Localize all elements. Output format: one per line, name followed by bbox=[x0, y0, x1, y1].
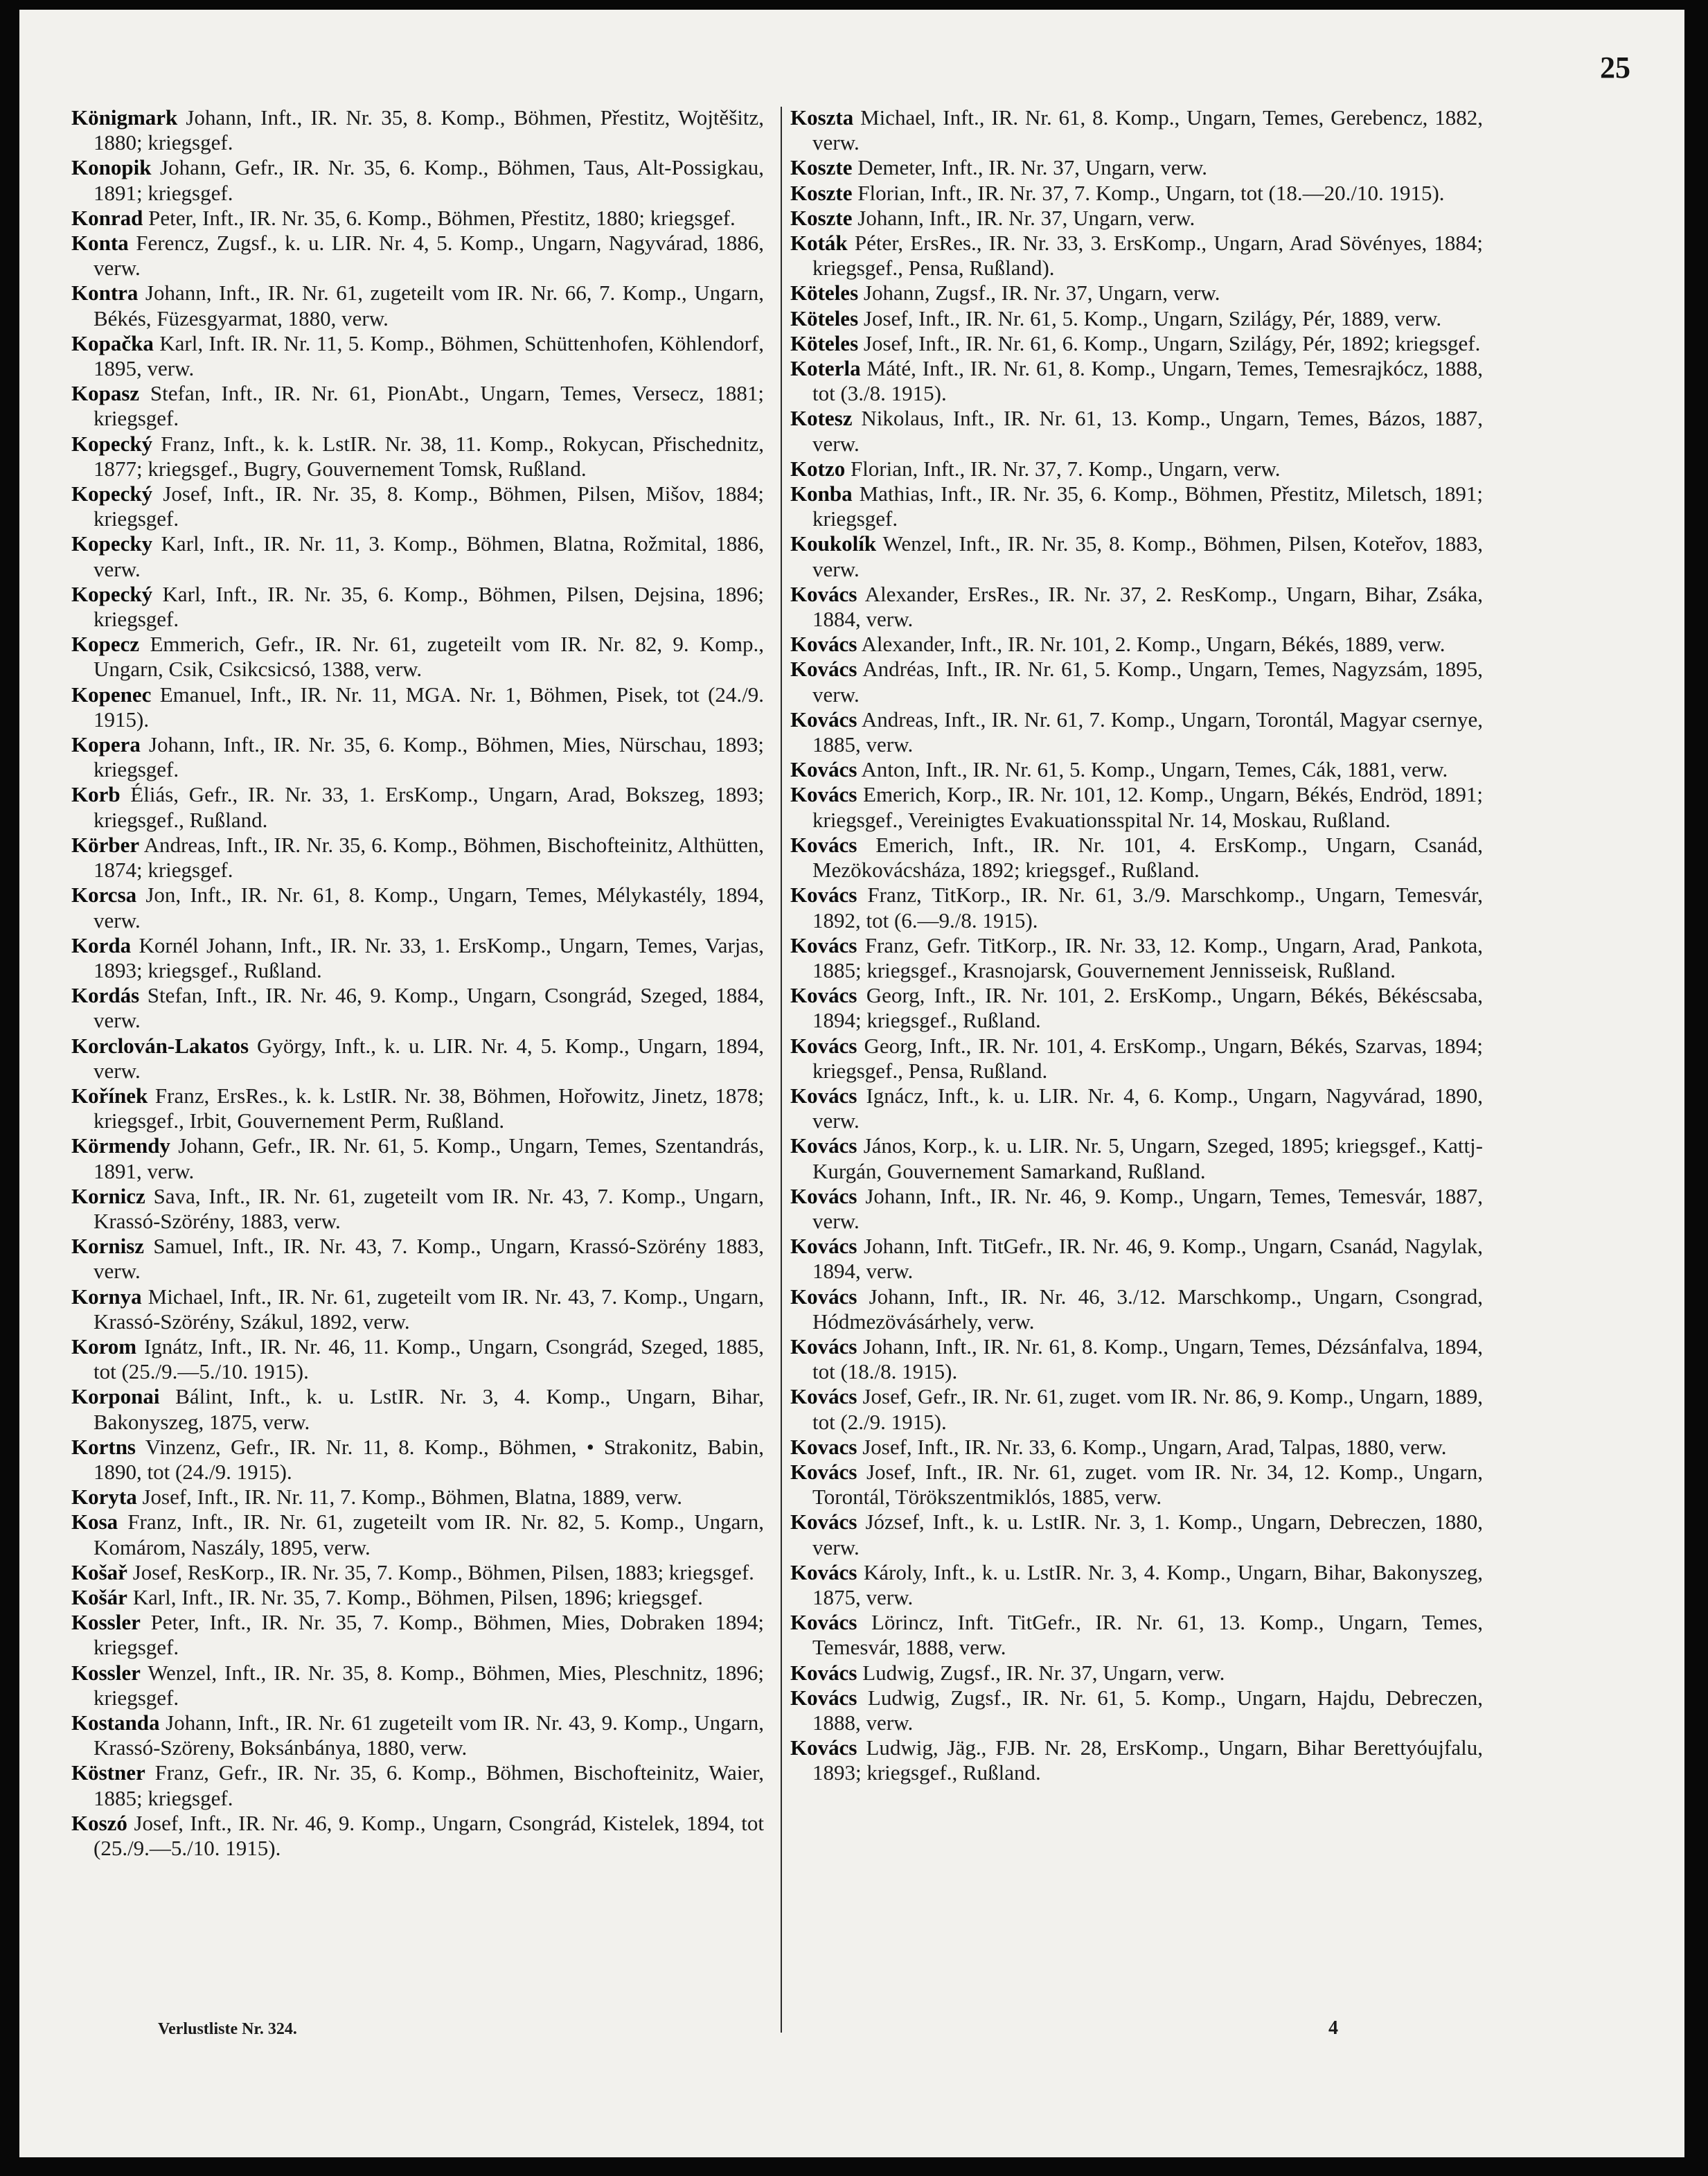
entry-surname: Koszte bbox=[790, 155, 853, 180]
entry-details: Josef, Inft., IR. Nr. 35, 8. Komp., Böhmen, Pilsen, Mišov, 1884; kriegsgef. bbox=[94, 481, 764, 531]
entry-surname: Kovács bbox=[790, 883, 857, 908]
entry-details: Johann, Inft., IR. Nr. 46, 9. Komp., Ungarn, Temes, Temesvár, 1887, verw. bbox=[812, 1183, 1483, 1233]
entry-details: Károly, Inft., k. u. LstIR. Nr. 3, 4. Komp., Ungarn, Bihar, Bakonyszeg, 1875, verw. bbox=[812, 1559, 1483, 1609]
entry-surname: Kovács bbox=[790, 1735, 857, 1760]
casualty-entry bbox=[790, 1610, 1483, 1660]
casualty-entry bbox=[71, 281, 764, 330]
entry-surname: Kořínek bbox=[71, 1083, 148, 1108]
entry-details: Josef, Inft., IR. Nr. 46, 9. Komp., Ungarn, Csongrád, Kistelek, 1894, tot (25./9.—5./10. 1915). bbox=[94, 1810, 764, 1861]
entry-surname: Kopera bbox=[71, 732, 141, 757]
entry-surname: Kovács bbox=[790, 1033, 857, 1058]
entry-details: György, Inft., k. u. LIR. Nr. 4, 5. Komp., Ungarn, 1894, verw. bbox=[94, 1033, 764, 1083]
entry-details: Johann, Inft., IR. Nr. 46, 3./12. Marschkomp., Ungarn, Csongrad, Hódmezövásárhely, verw. bbox=[812, 1284, 1483, 1334]
casualty-entry bbox=[790, 1284, 1483, 1334]
entry-details: Bálint, Inft., k. u. LstIR. Nr. 3, 4. Komp., Ungarn, Bihar, Bakonyszeg, 1875, verw. bbox=[94, 1384, 764, 1434]
entry-surname: Kovács bbox=[790, 757, 857, 782]
casualty-entry bbox=[71, 1334, 764, 1384]
entry-surname: Kovács bbox=[790, 1234, 857, 1259]
casualty-entry bbox=[71, 1284, 764, 1334]
entry-details: Vinzenz, Gefr., IR. Nr. 11, 8. Komp., Böhmen, • Strakonitz, Babin, 1890, tot (24./9. 1915). bbox=[94, 1434, 764, 1484]
left-column bbox=[71, 105, 764, 1861]
entry-surname: Kovács bbox=[790, 832, 857, 857]
casualty-entry bbox=[790, 983, 1483, 1033]
entry-details: Mathias, Inft., IR. Nr. 35, 6. Komp., Böhmen, Přestitz, Miletsch, 1891; kriegsgef. bbox=[812, 481, 1483, 531]
entry-surname: Kopasz bbox=[71, 381, 140, 406]
entry-surname: Kopecky bbox=[71, 531, 153, 556]
casualty-entry bbox=[71, 1485, 764, 1510]
entry-surname: Konrad bbox=[71, 205, 143, 230]
entry-surname: Košař bbox=[71, 1559, 127, 1584]
casualty-entry bbox=[71, 582, 764, 632]
entry-details: Anton, Inft., IR. Nr. 61, 5. Komp., Ungarn, Temes, Cák, 1881, verw. bbox=[857, 757, 1448, 782]
entry-surname: Košár bbox=[71, 1584, 127, 1609]
entry-details: Peter, Inft., IR. Nr. 35, 7. Komp., Böhmen, Mies, Dobraken 1894; kriegsgef. bbox=[94, 1610, 764, 1660]
document-page bbox=[19, 10, 1684, 2157]
entry-details: Michael, Inft., IR. Nr. 61, 8. Komp., Ungarn, Temes, Gerebencz, 1882, verw. bbox=[812, 105, 1483, 155]
casualty-entry bbox=[790, 582, 1483, 632]
casualty-entry bbox=[790, 481, 1483, 531]
casualty-entry bbox=[790, 1510, 1483, 1559]
entry-details: Josef, Inft., IR. Nr. 61, 5. Komp., Ungarn, Szilágy, Pér, 1889, verw. bbox=[858, 306, 1442, 330]
entry-surname: Koszta bbox=[790, 105, 854, 130]
entry-details: Johann, Inft., IR. Nr. 37, Ungarn, verw. bbox=[852, 205, 1195, 230]
page-number: 25 bbox=[1600, 51, 1630, 85]
entry-details: Wenzel, Inft., IR. Nr. 35, 8. Komp., Böhmen, Pilsen, Koteřov, 1883, verw. bbox=[812, 531, 1483, 581]
entry-details: Ludwig, Jäg., FJB. Nr. 28, ErsKomp., Ungarn, Bihar Berettyóujfalu, 1893; kriegsgef., Rußland. bbox=[812, 1735, 1483, 1785]
casualty-entry bbox=[790, 782, 1483, 832]
entry-surname: Korb bbox=[71, 782, 121, 807]
entry-surname: Kornya bbox=[71, 1284, 142, 1309]
casualty-entry bbox=[71, 331, 764, 381]
entry-details: Nikolaus, Inft., IR. Nr. 61, 13. Komp., Ungarn, Temes, Bázos, 1887, verw. bbox=[812, 406, 1483, 456]
entry-details: Josef, Inft., IR. Nr. 61, zuget. vom IR. Nr. 34, 12. Komp., Ungarn, Torontál, Törökszentmiklós, 1885, verw. bbox=[812, 1459, 1483, 1510]
casualty-entry bbox=[71, 531, 764, 581]
entry-surname: Konta bbox=[71, 231, 129, 256]
casualty-entry bbox=[790, 1384, 1483, 1434]
entry-surname: Korcsa bbox=[71, 883, 137, 908]
casualty-entry bbox=[790, 231, 1483, 281]
entry-details: Kornél Johann, Inft., IR. Nr. 33, 1. ErsKomp., Ungarn, Temes, Varjas, 1893; kriegsgef., Rußland. bbox=[94, 932, 764, 982]
entry-details: Franz, TitKorp., IR. Nr. 61, 3./9. Marschkomp., Ungarn, Temesvár, 1892, tot (6.—9./8. 1915). bbox=[812, 883, 1483, 932]
entry-details: Ludwig, Zugsf., IR. Nr. 61, 5. Komp., Ungarn, Hajdu, Debreczen, 1888, verw. bbox=[812, 1685, 1483, 1735]
entry-surname: Königmark bbox=[71, 105, 178, 130]
entry-details: Michael, Inft., IR. Nr. 61, zugeteilt vom IR. Nr. 43, 7. Komp., Ungarn, Krassó-Szörény, Szákul, 1892, verw. bbox=[94, 1284, 764, 1334]
entry-details: Josef, Inft., IR. Nr. 33, 6. Komp., Ungarn, Arad, Talpas, 1880, verw. bbox=[857, 1434, 1447, 1459]
casualty-entry bbox=[71, 983, 764, 1033]
casualty-entry bbox=[790, 531, 1483, 581]
entry-details: Éliás, Gefr., IR. Nr. 33, 1. ErsKomp., Ungarn, Arad, Bokszeg, 1893; kriegsgef., Rußland. bbox=[94, 782, 764, 832]
casualty-entry bbox=[71, 1083, 764, 1133]
entry-surname: Kovács bbox=[790, 1083, 857, 1108]
right-column bbox=[790, 105, 1483, 1786]
entry-surname: Kovács bbox=[790, 1685, 857, 1710]
entry-surname: Konopik bbox=[71, 155, 152, 180]
entry-details: Emerich, Inft., IR. Nr. 101, 4. ErsKomp., Ungarn, Csanád, Mezökovácsháza, 1892; kriegsgef., Rußland. bbox=[812, 832, 1483, 883]
entry-details: Péter, ErsRes., IR. Nr. 33, 3. ErsKomp., Ungarn, Arad Sövényes, 1884; kriegsgef., Pensa, Rußland). bbox=[812, 231, 1483, 281]
entry-surname: Kovács bbox=[790, 632, 857, 657]
entry-surname: Kovács bbox=[790, 1610, 857, 1635]
entry-surname: Kopecký bbox=[71, 481, 153, 506]
casualty-entry bbox=[71, 1034, 764, 1083]
entry-surname: Kossler bbox=[71, 1660, 141, 1685]
casualty-entry bbox=[71, 1234, 764, 1284]
entry-details: Karl, Inft., IR. Nr. 35, 7. Komp., Böhmen, Pilsen, 1896; kriegsgef. bbox=[127, 1584, 703, 1609]
casualty-entry bbox=[71, 1610, 764, 1660]
casualty-entry bbox=[790, 883, 1483, 932]
entry-surname: Kovács bbox=[790, 932, 857, 957]
casualty-entry bbox=[71, 155, 764, 205]
entry-surname: Kovács bbox=[790, 1459, 857, 1484]
entry-surname: Kotesz bbox=[790, 406, 853, 431]
casualty-entry bbox=[71, 1510, 764, 1559]
casualty-entry bbox=[790, 1133, 1483, 1183]
entry-details: Josef, Inft., IR. Nr. 61, 6. Komp., Ungarn, Szilágy, Pér, 1892; kriegsgef. bbox=[858, 330, 1481, 355]
entry-details: Franz, Gefr. TitKorp., IR. Nr. 33, 12. Komp., Ungarn, Arad, Pankota, 1885; kriegsgef., Krasnojarsk, Gouvernement Jennisseisk, Rußland. bbox=[812, 932, 1483, 982]
casualty-entry bbox=[71, 1585, 764, 1610]
entry-details: Johann, Gefr., IR. Nr. 61, 5. Komp., Ungarn, Temes, Szentandrás, 1891, verw. bbox=[94, 1133, 764, 1183]
entry-surname: Kosa bbox=[71, 1510, 118, 1534]
entry-surname: Korda bbox=[71, 932, 132, 957]
casualty-entry bbox=[790, 1083, 1483, 1133]
casualty-entry bbox=[71, 1560, 764, 1585]
entry-surname: Korom bbox=[71, 1334, 137, 1359]
casualty-entry bbox=[71, 1760, 764, 1810]
entry-surname: Kovács bbox=[790, 1660, 857, 1685]
entry-details: Demeter, Inft., IR. Nr. 37, Ungarn, verw. bbox=[852, 155, 1207, 180]
casualty-entry bbox=[790, 757, 1483, 782]
entry-surname: Kopecz bbox=[71, 632, 140, 657]
casualty-entry bbox=[790, 457, 1483, 481]
entry-details: Emerich, Korp., IR. Nr. 101, 12. Komp., Ungarn, Békés, Endröd, 1891; kriegsgef., Vereinigtes Evakuationsspital Nr. 14, Moskau, Rußland. bbox=[812, 782, 1483, 832]
entry-surname: Köstner bbox=[71, 1760, 145, 1785]
entry-details: Emanuel, Inft., IR. Nr. 11, MGA. Nr. 1, Böhmen, Pisek, tot (24./9. 1915). bbox=[94, 682, 764, 732]
entry-details: Florian, Inft., IR. Nr. 37, 7. Komp., Ungarn, tot (18.—20./10. 1915). bbox=[852, 180, 1445, 205]
casualty-entry bbox=[790, 1560, 1483, 1610]
entry-surname: Kovács bbox=[790, 1284, 857, 1309]
entry-details: Andreas, Inft., IR. Nr. 35, 6. Komp., Böhmen, Bischofteinitz, Althütten, 1874; kriegsgef. bbox=[94, 832, 764, 883]
casualty-entry bbox=[790, 281, 1483, 306]
entry-surname: Koryta bbox=[71, 1485, 137, 1510]
casualty-entry bbox=[71, 1133, 764, 1183]
entry-surname: Kostanda bbox=[71, 1710, 160, 1735]
entry-surname: Kopenec bbox=[71, 682, 152, 707]
casualty-entry bbox=[71, 1710, 764, 1760]
entry-details: Wenzel, Inft., IR. Nr. 35, 8. Komp., Böhmen, Mies, Pleschnitz, 1896; kriegsgef. bbox=[94, 1660, 764, 1710]
entry-surname: Körmendy bbox=[71, 1133, 170, 1158]
casualty-entry bbox=[790, 1686, 1483, 1735]
casualty-entry bbox=[71, 632, 764, 682]
entry-details: Peter, Inft., IR. Nr. 35, 6. Komp., Böhmen, Přestitz, 1880; kriegsgef. bbox=[143, 205, 736, 230]
casualty-entry bbox=[790, 1435, 1483, 1460]
entry-surname: Kovács bbox=[790, 1133, 857, 1158]
entry-surname: Koszte bbox=[790, 205, 853, 230]
entry-details: Franz, Inft., IR. Nr. 61, zugeteilt vom IR. Nr. 82, 5. Komp., Ungarn, Komárom, Naszály, 1895, verw. bbox=[94, 1510, 764, 1559]
casualty-entry bbox=[71, 1435, 764, 1485]
entry-details: Máté, Inft., IR. Nr. 61, 8. Komp., Ungarn, Temes, Temesrajkócz, 1888, tot (3./8. 1915). bbox=[812, 356, 1483, 406]
casualty-entry bbox=[790, 406, 1483, 456]
entry-details: Franz, ErsRes., k. k. LstIR. Nr. 38, Böhmen, Hořowitz, Jinetz, 1878; kriegsgef., Irbit, Gouvernement Perm, Rußland. bbox=[94, 1083, 764, 1133]
casualty-entry bbox=[790, 206, 1483, 231]
entry-surname: Kornisz bbox=[71, 1234, 145, 1259]
casualty-entry bbox=[790, 1460, 1483, 1510]
entry-surname: Kortns bbox=[71, 1434, 136, 1459]
entry-details: Ignácz, Inft., k. u. LIR. Nr. 4, 6. Komp., Ungarn, Nagyvárad, 1890, verw. bbox=[812, 1083, 1483, 1133]
entry-details: Karl, Inft., IR. Nr. 35, 6. Komp., Böhmen, Pilsen, Dejsina, 1896; kriegsgef. bbox=[94, 581, 764, 632]
casualty-entry bbox=[790, 1735, 1483, 1785]
entry-surname: Koszte bbox=[790, 180, 853, 205]
entry-details: Emmerich, Gefr., IR. Nr. 61, zugeteilt vom IR. Nr. 82, 9. Komp., Ungarn, Csik, Csikcsicsó, 1388, verw. bbox=[94, 632, 764, 682]
entry-surname: Kovács bbox=[790, 1510, 857, 1534]
entry-details: Ignátz, Inft., IR. Nr. 46, 11. Komp., Ungarn, Csongrád, Szeged, 1885, tot (25./9.—5./10. 1915). bbox=[94, 1334, 764, 1384]
casualty-entry bbox=[71, 1184, 764, 1234]
entry-surname: Kopačka bbox=[71, 330, 154, 355]
casualty-entry bbox=[71, 432, 764, 481]
casualty-entry bbox=[790, 707, 1483, 757]
entry-surname: Kovacs bbox=[790, 1434, 857, 1459]
casualty-entry bbox=[71, 833, 764, 883]
entry-details: Sava, Inft., IR. Nr. 61, zugeteilt vom IR. Nr. 43, 7. Komp., Ungarn, Krassó-Szörény, 1883, verw. bbox=[94, 1183, 764, 1233]
casualty-entry bbox=[790, 306, 1483, 331]
casualty-entry bbox=[790, 657, 1483, 707]
entry-details: Karl, Inft. IR. Nr. 11, 5. Komp., Böhmen, Schüttenhofen, Köhlendorf, 1895, verw. bbox=[94, 330, 764, 381]
casualty-entry bbox=[71, 1661, 764, 1710]
entry-surname: Koukolík bbox=[790, 531, 877, 556]
entry-details: Johann, Inft., IR. Nr. 61, zugeteilt vom IR. Nr. 66, 7. Komp., Ungarn, Békés, Füzesgyarmat, 1880, verw. bbox=[94, 281, 764, 330]
entry-surname: Kovács bbox=[790, 1384, 857, 1409]
entry-surname: Kotzo bbox=[790, 456, 846, 481]
entry-details: Johann, Inft. TitGefr., IR. Nr. 46, 9. Komp., Ungarn, Csanád, Nagylak, 1894, verw. bbox=[812, 1234, 1483, 1284]
entry-details: Stefan, Inft., IR. Nr. 61, PionAbt., Ungarn, Temes, Versecz, 1881; kriegsgef. bbox=[94, 381, 764, 431]
entry-details: Lörincz, Inft. TitGefr., IR. Nr. 61, 13. Komp., Ungarn, Temes, Temesvár, 1888, verw. bbox=[812, 1610, 1483, 1660]
entry-details: Georg, Inft., IR. Nr. 101, 2. ErsKomp., Ungarn, Békés, Békéscsaba, 1894; kriegsgef., Rußland. bbox=[812, 983, 1483, 1033]
casualty-entry bbox=[790, 356, 1483, 406]
entry-details: Ludwig, Zugsf., IR. Nr. 37, Ungarn, verw. bbox=[857, 1660, 1225, 1685]
entry-surname: Kossler bbox=[71, 1610, 141, 1635]
footer-list-number: Verlustliste Nr. 324. bbox=[158, 2020, 297, 2038]
casualty-entry bbox=[71, 481, 764, 531]
entry-details: József, Inft., k. u. LstIR. Nr. 3, 1. Komp., Ungarn, Debreczen, 1880, verw. bbox=[812, 1510, 1483, 1559]
entry-details: Jon, Inft., IR. Nr. 61, 8. Komp., Ungarn, Temes, Mélykastély, 1894, verw. bbox=[94, 883, 764, 932]
entry-surname: Körber bbox=[71, 832, 140, 857]
entry-details: Johann, Gefr., IR. Nr. 35, 6. Komp., Böhmen, Taus, Alt-Possigkau, 1891; kriegsgef. bbox=[94, 155, 764, 205]
entry-surname: Kordás bbox=[71, 983, 140, 1008]
entry-details: Georg, Inft., IR. Nr. 101, 4. ErsKomp., Ungarn, Békés, Szarvas, 1894; kriegsgef., Pensa, Rußland. bbox=[812, 1033, 1483, 1083]
entry-surname: Kovács bbox=[790, 1334, 857, 1359]
casualty-entry bbox=[790, 1334, 1483, 1384]
entry-details: Franz, Gefr., IR. Nr. 35, 6. Komp., Böhmen, Bischofteinitz, Waier, 1885; kriegsgef. bbox=[94, 1760, 764, 1810]
entry-details: Josef, Inft., IR. Nr. 11, 7. Komp., Böhmen, Blatna, 1889, verw. bbox=[136, 1485, 682, 1510]
casualty-entry bbox=[71, 206, 764, 231]
entry-surname: Kovács bbox=[790, 657, 857, 682]
column-divider bbox=[781, 107, 782, 2033]
entry-details: Johann, Inft., IR. Nr. 61, 8. Komp., Ungarn, Temes, Dézsánfalva, 1894, tot (18./8. 1915). bbox=[812, 1334, 1483, 1384]
casualty-entry bbox=[71, 883, 764, 932]
casualty-entry bbox=[71, 381, 764, 431]
entry-surname: Konba bbox=[790, 481, 853, 506]
entry-surname: Kontra bbox=[71, 281, 139, 306]
entry-surname: Kopecký bbox=[71, 581, 153, 606]
casualty-entry bbox=[71, 782, 764, 832]
entry-surname: Koterla bbox=[790, 356, 861, 381]
entry-details: Josef, Gefr., IR. Nr. 61, zuget. vom IR. Nr. 86, 9. Komp., Ungarn, 1889, tot (2./9. 1915). bbox=[812, 1384, 1483, 1434]
casualty-entry bbox=[71, 105, 764, 155]
entry-details: Franz, Inft., k. k. LstIR. Nr. 38, 11. Komp., Rokycan, Přischednitz, 1877; kriegsgef., Bugry, Gouvernement Tomsk, Rußland. bbox=[94, 431, 764, 481]
entry-surname: Köteles bbox=[790, 306, 859, 330]
entry-details: János, Korp., k. u. LIR. Nr. 5, Ungarn, Szeged, 1895; kriegsgef., Kattj-Kurgán, Gouvernement Samarkand, Rußland. bbox=[812, 1133, 1483, 1183]
footer-signature-number: 4 bbox=[1328, 2017, 1338, 2039]
entry-surname: Korponai bbox=[71, 1384, 160, 1409]
entry-details: Florian, Inft., IR. Nr. 37, 7. Komp., Ungarn, verw. bbox=[845, 456, 1281, 481]
entry-surname: Koszó bbox=[71, 1810, 127, 1835]
entry-details: Andreas, Inft., IR. Nr. 61, 7. Komp., Ungarn, Torontál, Magyar csernye, 1885, verw. bbox=[812, 707, 1483, 757]
entry-details: Johann, Inft., IR. Nr. 35, 6. Komp., Böhmen, Mies, Nürschau, 1893; kriegsgef. bbox=[94, 732, 764, 782]
casualty-entry bbox=[790, 155, 1483, 180]
casualty-entry bbox=[71, 682, 764, 732]
casualty-entry bbox=[71, 732, 764, 782]
casualty-entry bbox=[790, 1184, 1483, 1234]
casualty-entry bbox=[790, 331, 1483, 356]
casualty-entry bbox=[71, 933, 764, 983]
entry-surname: Kopecký bbox=[71, 431, 153, 456]
entry-details: Samuel, Inft., IR. Nr. 43, 7. Komp., Ungarn, Krassó-Szörény 1883, verw. bbox=[94, 1234, 764, 1284]
entry-surname: Köteles bbox=[790, 281, 859, 306]
entry-surname: Köteles bbox=[790, 330, 859, 355]
entry-surname: Kovács bbox=[790, 782, 857, 807]
entry-surname: Koták bbox=[790, 231, 848, 256]
casualty-entry bbox=[790, 105, 1483, 155]
entry-surname: Kovács bbox=[790, 983, 857, 1008]
entry-details: Andréas, Inft., IR. Nr. 61, 5. Komp., Ungarn, Temes, Nagyzsám, 1895, verw. bbox=[812, 657, 1483, 707]
entry-details: Stefan, Inft., IR. Nr. 46, 9. Komp., Ungarn, Csongrád, Szeged, 1884, verw. bbox=[94, 983, 764, 1033]
casualty-entry bbox=[71, 1384, 764, 1434]
casualty-entry bbox=[790, 181, 1483, 206]
entry-surname: Kovács bbox=[790, 1183, 857, 1208]
entry-surname: Kovács bbox=[790, 707, 857, 732]
entry-details: Karl, Inft., IR. Nr. 11, 3. Komp., Böhmen, Blatna, Rožmital, 1886, verw. bbox=[94, 531, 764, 581]
casualty-entry bbox=[71, 231, 764, 281]
entry-details: Johann, Inft., IR. Nr. 35, 8. Komp., Böhmen, Přestitz, Wojtěšitz, 1880; kriegsgef. bbox=[94, 105, 764, 155]
entry-surname: Kornicz bbox=[71, 1183, 145, 1208]
entry-details: Johann, Inft., IR. Nr. 61 zugeteilt vom IR. Nr. 43, 9. Komp., Ungarn, Krassó-Szöreny, Boksánbánya, 1880, verw. bbox=[94, 1710, 764, 1760]
entry-details: Ferencz, Zugsf., k. u. LIR. Nr. 4, 5. Komp., Ungarn, Nagyvárad, 1886, verw. bbox=[94, 231, 764, 281]
casualty-entry bbox=[790, 1661, 1483, 1686]
casualty-entry bbox=[790, 1234, 1483, 1284]
entry-details: Alexander, Inft., IR. Nr. 101, 2. Komp., Ungarn, Békés, 1889, verw. bbox=[857, 632, 1445, 657]
entry-details: Josef, ResKorp., IR. Nr. 35, 7. Komp., Böhmen, Pilsen, 1883; kriegsgef. bbox=[127, 1559, 754, 1584]
casualty-entry bbox=[790, 833, 1483, 883]
casualty-entry bbox=[790, 933, 1483, 983]
casualty-entry bbox=[790, 1034, 1483, 1083]
entry-surname: Kovács bbox=[790, 581, 857, 606]
entry-details: Johann, Zugsf., IR. Nr. 37, Ungarn, verw. bbox=[858, 281, 1220, 306]
casualty-entry bbox=[71, 1811, 764, 1861]
entry-surname: Kovács bbox=[790, 1559, 857, 1584]
casualty-entry bbox=[790, 632, 1483, 657]
entry-details: Alexander, ErsRes., IR. Nr. 37, 2. ResKomp., Ungarn, Bihar, Zsáka, 1884, verw. bbox=[812, 581, 1483, 632]
entry-surname: Korclován-Lakatos bbox=[71, 1033, 249, 1058]
